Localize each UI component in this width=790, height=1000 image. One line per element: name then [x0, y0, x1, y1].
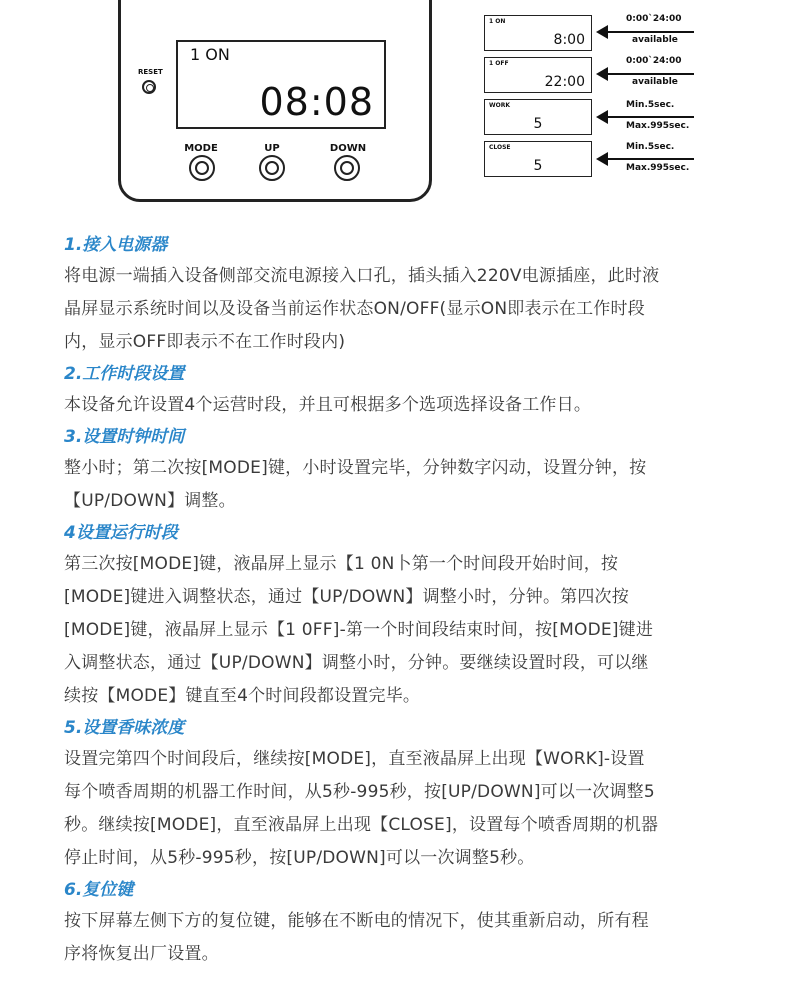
body-line: 第三次按[MODE]键，液晶屏上显示【1 0N卜第一个时间段开始时间，按 — [64, 554, 619, 574]
reset-label: RESET — [138, 68, 163, 76]
panel-value: 22:00 — [544, 74, 585, 90]
panel-value: 8:00 — [553, 32, 585, 48]
body-line: 晶屏显示系统时间以及设备当前运作状态ON/OFF(显示ON即表示在工作时段 — [64, 299, 645, 319]
body-line: [MODE]键，液晶屏上显示【1 0FF]-第一个时间段结束时间，按[MODE]键进 — [64, 620, 654, 640]
section-heading: 2.工作时段设置 — [64, 364, 185, 384]
section-heading: 3.设置时钟时间 — [64, 427, 185, 447]
panel-note-top: 0:00`24:00 — [626, 56, 682, 66]
up-key-label: UP — [264, 143, 280, 154]
section-run-period — [64, 518, 744, 713]
panel-label: 1 OFF — [489, 60, 509, 67]
panel-note-top: 0:00`24:00 — [626, 14, 682, 24]
panel-label: CLOSE — [489, 144, 511, 151]
panel-work — [484, 99, 592, 135]
body-line: 将电源一端插入设备侧部交流电源接入口孔，插头插入220V电源插座，此时液 — [64, 266, 660, 286]
lcd-screen — [176, 40, 386, 129]
body-line: 停止时间，从5秒-995秒，按[UP/DOWN]可以一次调整5秒。 — [64, 848, 535, 868]
body-line: 序将恢复出厂设置。 — [64, 944, 219, 964]
panel-label: WORK — [489, 102, 510, 109]
down-key-label: DOWN — [329, 143, 367, 154]
section-reset — [64, 875, 744, 971]
section-heading: 5.设置香味浓度 — [64, 718, 185, 738]
section-heading: 4设置运行时段 — [64, 523, 178, 543]
section-fragrance — [64, 713, 744, 875]
mode-key-label: MODE — [184, 143, 218, 154]
up-key-icon — [259, 155, 285, 181]
body-line: 入调整状态，通过【UP/DOWN】调整小时，分钟。要继续设置时段，可以继 — [64, 653, 649, 673]
section-power — [64, 230, 744, 359]
down-key-icon — [334, 155, 360, 181]
panel-close — [484, 141, 592, 177]
panel-value: 5 — [533, 158, 543, 174]
body-line: 【UP/DOWN】调整。 — [64, 491, 236, 511]
body-line: 设置完第四个时间段后，继续按[MODE]，直至液晶屏上出现【WORK]-设置 — [64, 749, 645, 769]
section-work-period — [64, 359, 744, 422]
panel-note-bottom: available — [632, 35, 678, 45]
instructions — [64, 230, 744, 971]
panel-note-top: Min.5sec. — [626, 100, 675, 110]
body-line: 秒。继续按[MODE]，直至液晶屏上出现【CLOSE]，设置每个喷香周期的机器 — [64, 815, 659, 835]
panel-note-top: Min.5sec. — [626, 142, 675, 152]
panel-value: 5 — [533, 116, 543, 132]
panel-note-bottom: available — [632, 77, 678, 87]
panel-note-bottom: Max.995sec. — [626, 163, 690, 173]
lcd-time: 08:08 — [259, 80, 374, 124]
section-clock — [64, 422, 744, 518]
panel-1-off — [484, 57, 592, 93]
body-line: 按下屏幕左侧下方的复位键，能够在不断电的情况下，使其重新启动，所有程 — [64, 911, 649, 931]
panel-note-bottom: Max.995sec. — [626, 121, 690, 131]
body-line: 每个喷香周期的机器工作时间，从5秒-995秒，按[UP/DOWN]可以一次调整5 — [64, 782, 655, 802]
reset-button-icon — [142, 80, 156, 94]
body-line: 本设备允许设置4个运营时段，并且可根据多个选项选择设备工作日。 — [64, 395, 592, 415]
body-line: 续按【MODE】键直至4个时间段都设置完毕。 — [64, 686, 421, 706]
lcd-mode: 1 ON — [190, 45, 230, 64]
panel-1-on — [484, 15, 592, 51]
section-heading: 6.复位键 — [64, 880, 134, 900]
body-line: 内，显示OFF即表示不在工作时段内) — [64, 332, 346, 352]
body-line: 整小时；第二次按[MODE]键，小时设置完毕，分钟数字闪动，设置分钟，按 — [64, 458, 647, 478]
body-line: [MODE]键进入调整状态，通过【UP/DOWN】调整小时，分钟。第四次按 — [64, 587, 629, 607]
panel-label: 1 ON — [489, 18, 506, 25]
mode-key-icon — [189, 155, 215, 181]
section-heading: 1.接入电源器 — [64, 235, 168, 255]
